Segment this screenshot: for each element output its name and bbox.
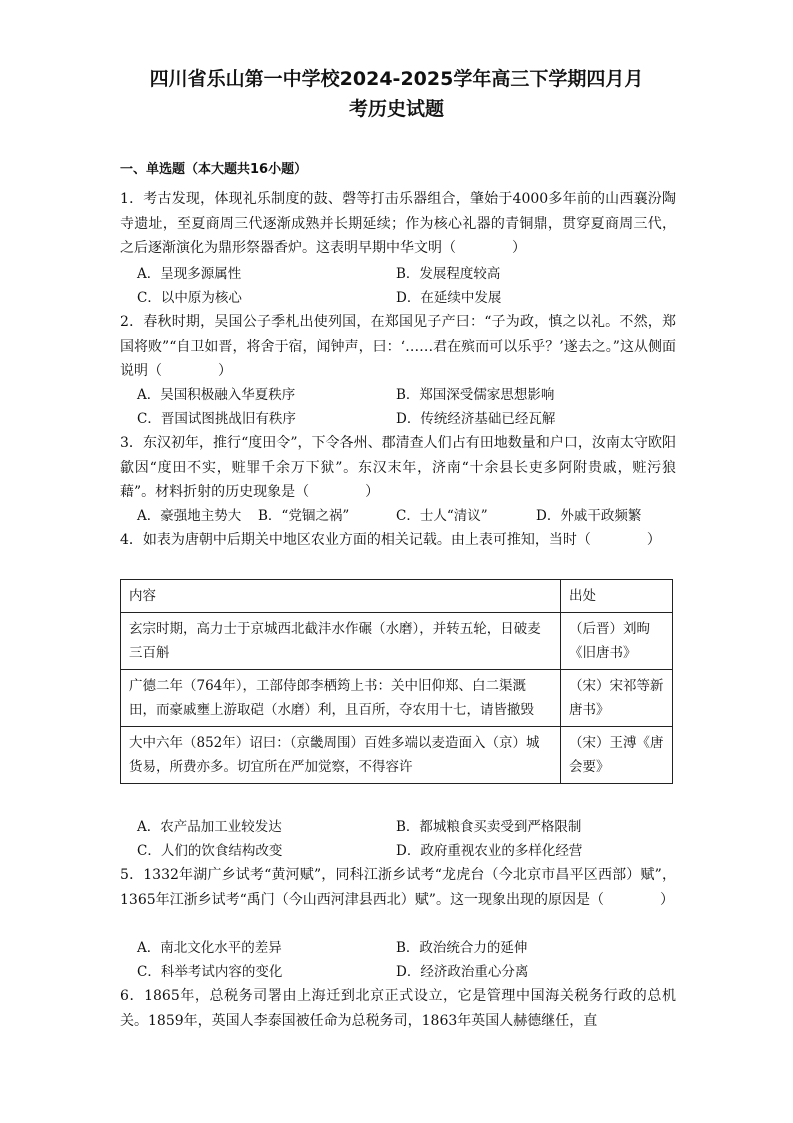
table-cell-content: 玄宗时期，高力士于京城西北截沣水作碾（水磨），并转五轮，日破麦三百斛 (121, 613, 561, 670)
table-row (121, 613, 673, 670)
question-1-option-d[interactable]: D．在延续中发展 (396, 290, 502, 306)
question-2-option-a[interactable]: A．吴国积极融入华夏秩序 (137, 387, 296, 403)
table-cell-source: （宋）王溥《唐会要》 (561, 727, 673, 784)
table-header-source: 出处 (561, 580, 673, 613)
question-4-stem: 4．如表为唐朝中后期关中地区农业方面的相关记载。由上表可推知，当时（ ） (120, 532, 661, 548)
table-row (121, 670, 673, 727)
question-4-option-b[interactable]: B．都城粮食买卖受到严格限制 (396, 819, 582, 835)
question-2-option-c[interactable]: C．晋国试图挑战旧有秩序 (137, 411, 296, 427)
table-cell-content: 广德二年（764年），工部侍郎李栖筠上书：关中旧仰郑、白二渠溉田，而豪戚壅上游取硙（水磨）利，且百所，夺农用十七，请皆撤毁 (121, 670, 561, 727)
table-cell-source: （后晋）刘昫《旧唐书》 (561, 613, 673, 670)
question-5-option-a[interactable]: A．南北文化水平的差异 (137, 940, 282, 956)
document-title-line-1: 四川省乐山第一中学校2024-2025学年高三下学期四月月 (149, 68, 644, 90)
source-table (120, 579, 673, 784)
question-1-option-a[interactable]: A．呈现多源属性 (137, 266, 242, 282)
question-3-option-d[interactable]: D．外戚干政频繁 (536, 508, 642, 524)
question-5-option-b[interactable]: B．政治统合力的延伸 (396, 940, 528, 956)
question-2-stem: 2．春秋时期，吴国公子季札出使列国，在郑国见子产曰：“子为政，慎之以礼。不然，郑国将败”“自卫如晋，将舍于宿，闻钟声，曰：‘……君在殡而可以乐乎？’遂去之。”这从侧面说明（ ） (120, 314, 676, 379)
question-1-option-b[interactable]: B．发展程度较高 (396, 266, 501, 282)
question-3-option-a[interactable]: A．豪强地主势大 (137, 508, 242, 524)
question-5-option-d[interactable]: D．经济政治重心分离 (396, 964, 529, 980)
table-cell-source: （宋）宋祁等新唐书》 (561, 670, 673, 727)
question-3-option-c[interactable]: C．士人“清议” (396, 508, 488, 524)
question-5-stem: 5．1332年湖广乡试考“黄河赋”，同科江浙乡试考“龙虎台（今北京市昌平区西部）赋”，1365年江浙乡试考“禹门（今山西河津县西北）赋”。这一现象出现的原因是（ ） (120, 867, 676, 908)
question-3-option-b[interactable]: B．“党锢之祸” (258, 508, 350, 524)
table-row (121, 727, 673, 784)
table-cell-content: 大中六年（852年）诏曰：（京畿周围）百姓多端以麦造面入（京）城货易，所费亦多。切宜所在严加觉察，不得容许 (121, 727, 561, 784)
question-5-option-c[interactable]: C．科举考试内容的变化 (137, 964, 283, 980)
table-header-content: 内容 (121, 580, 561, 613)
question-6-stem: 6．1865年，总税务司署由上海迁到北京正式设立，它是管理中国海关税务行政的总机关。1859年，英国人李泰国被任命为总税务司，1863年英国人赫德继任，直 (120, 988, 676, 1029)
question-4-option-d[interactable]: D．政府重视农业的多样化经营 (396, 843, 583, 859)
question-2-option-d[interactable]: D．传统经济基础已经瓦解 (396, 411, 556, 427)
document-title-line-2: 考历史试题 (348, 98, 444, 120)
question-1-option-c[interactable]: C．以中原为核心 (137, 290, 242, 306)
question-3-stem: 3．东汉初年，推行“度田令”，下令各州、郡清查人们占有田地数量和户口，汝南太守欧阳歙因“度田不实，赃罪千余万下狱”。东汉末年，济南“十余县长吏多阿附贵戚，赃污狼藉”。材料折射的历史现象是（ ） (120, 435, 676, 500)
section-heading: 一、单选题（本大题共16小题） (120, 162, 308, 177)
question-4-option-c[interactable]: C．人们的饮食结构改变 (137, 843, 283, 859)
question-2-option-b[interactable]: B．郑国深受儒家思想影响 (396, 387, 555, 403)
table-header-row (121, 580, 673, 613)
question-1-stem: 1．考古发现，体现礼乐制度的鼓、磬等打击乐器组合，肇始于4000多年前的山西襄汾陶寺遗址，至夏商周三代逐渐成熟并长期延续；作为核心礼器的青铜鼎，贯穿夏商周三代，之后逐渐演化为鼎形祭器香炉。这表明早期中华文明（ ） (120, 191, 676, 256)
question-4-option-a[interactable]: A．农产品加工业较发达 (137, 819, 282, 835)
